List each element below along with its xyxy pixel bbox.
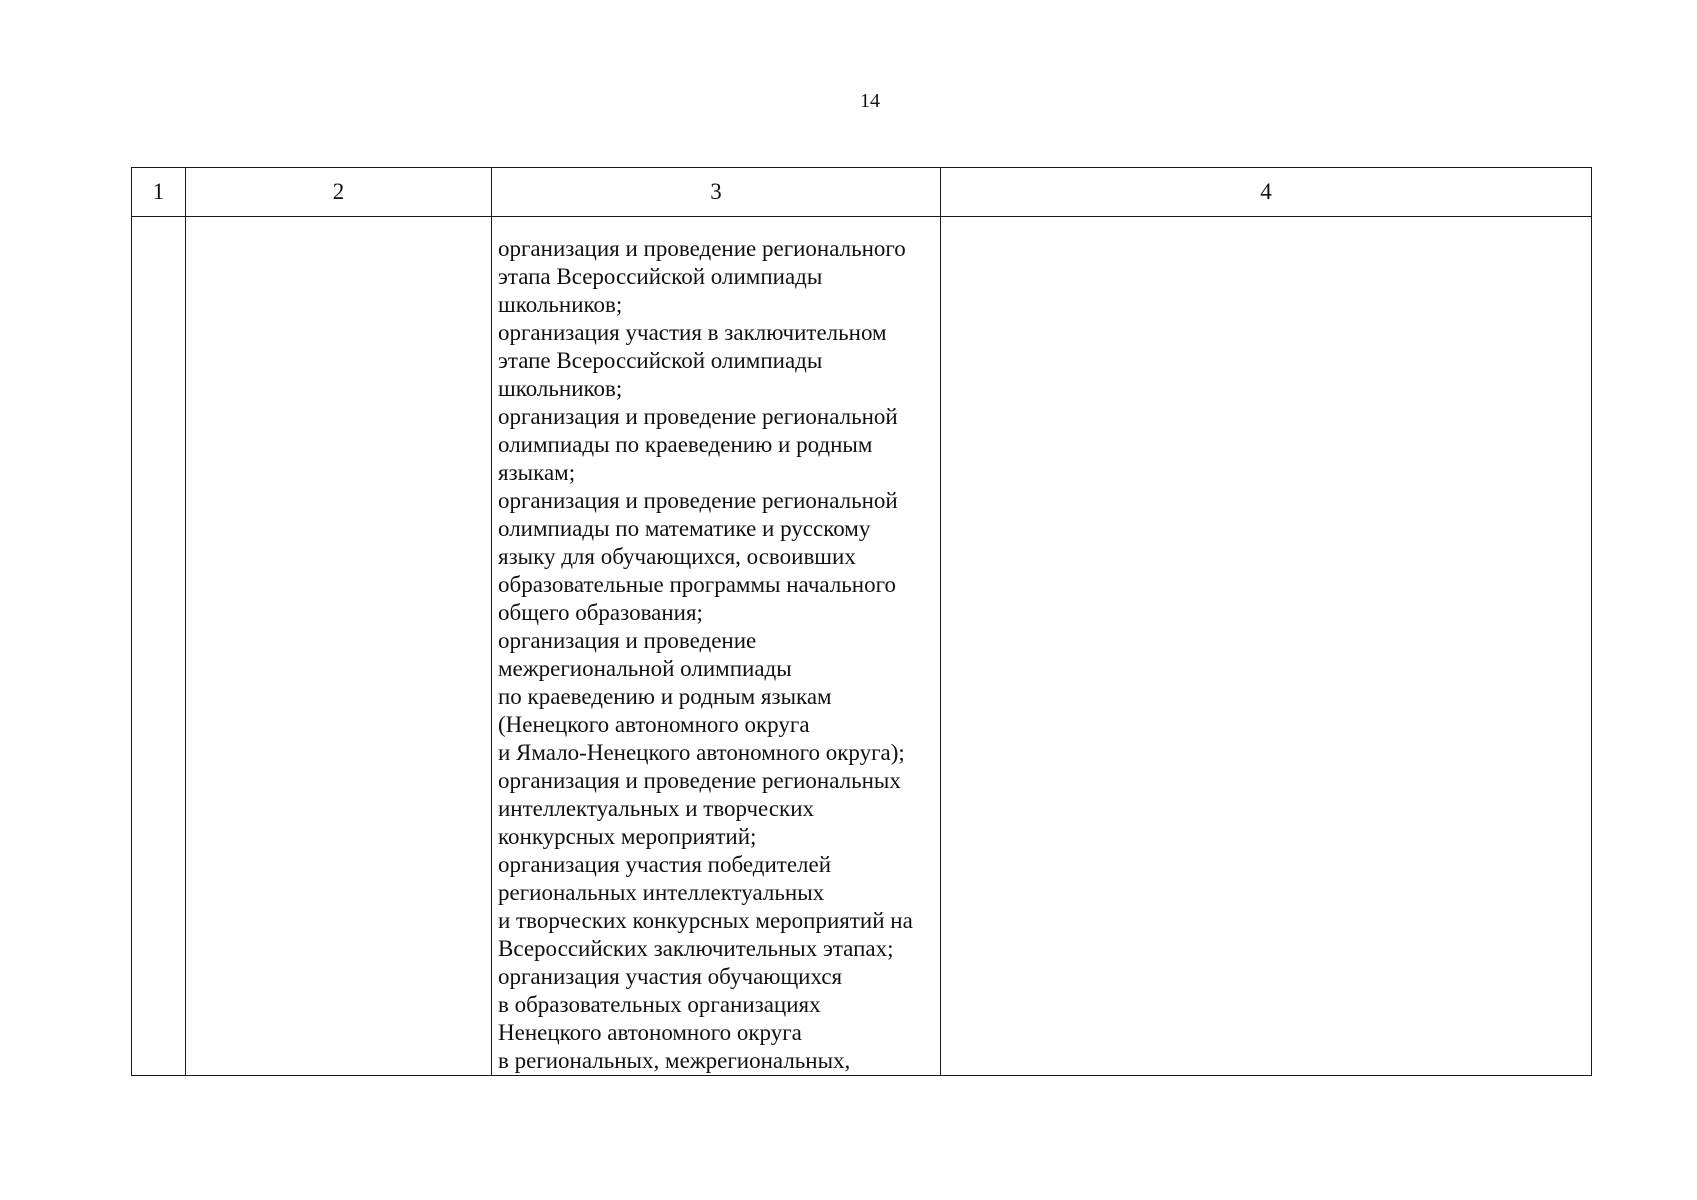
text-line: организация участия в заключительном [498,320,887,345]
body-cell-1 [132,217,186,1076]
text-line: организация и проведение регионального [498,236,906,261]
text-line: Ненецкого автономного округа [498,1020,802,1045]
text-line: организация и проведение региональной [498,488,898,513]
text-line: межрегиональной олимпиады [498,656,792,681]
header-cell-3: 3 [492,168,941,217]
text-line: языкам; [498,460,576,485]
text-line: этапе Всероссийской олимпиады [498,348,823,373]
text-line: организация и проведение [498,628,757,653]
text-line: региональных интеллектуальных [498,880,825,905]
page-number: 14 [860,90,880,112]
header-cell-4: 4 [941,168,1592,217]
text-line: Всероссийских заключительных этапах; [498,936,894,961]
text-line: этапа Всероссийской олимпиады [498,264,823,289]
table-header-row [132,168,1592,217]
text-line: в образовательных организациях [498,992,821,1017]
text-line: школьников; [498,376,623,401]
text-line: общего образования; [498,600,703,625]
text-line: олимпиады по математике и русскому [498,516,871,541]
text-line: в региональных, межрегиональных, [498,1048,851,1073]
text-line: и Ямало-Ненецкого автономного округа); [498,740,905,765]
table-row [132,217,1592,1076]
text-line: олимпиады по краеведению и родным [498,432,873,457]
text-line: интеллектуальных и творческих [498,796,815,821]
text-line: организация участия обучающихся [498,964,843,989]
body-cell-3 [492,217,941,1076]
text-line: (Ненецкого автономного округа [498,712,810,737]
text-line: организация участия победителей [498,852,832,877]
activity-list-text [492,217,940,1075]
body-cell-4 [941,217,1592,1076]
header-cell-2: 2 [186,168,492,217]
text-line: языку для обучающихся, освоивших [498,544,856,569]
text-line: организация и проведение региональных [498,768,901,793]
header-cell-1: 1 [132,168,186,217]
text-line: организация и проведение региональной [498,404,898,429]
document-table [131,167,1592,1076]
text-line: по краеведению и родным языкам [498,684,832,709]
text-line: образовательные программы начального [498,572,896,597]
text-line: школьников; [498,292,623,317]
text-line: и творческих конкурсных мероприятий на [498,908,913,933]
body-cell-2 [186,217,492,1076]
text-line: конкурсных мероприятий; [498,824,757,849]
